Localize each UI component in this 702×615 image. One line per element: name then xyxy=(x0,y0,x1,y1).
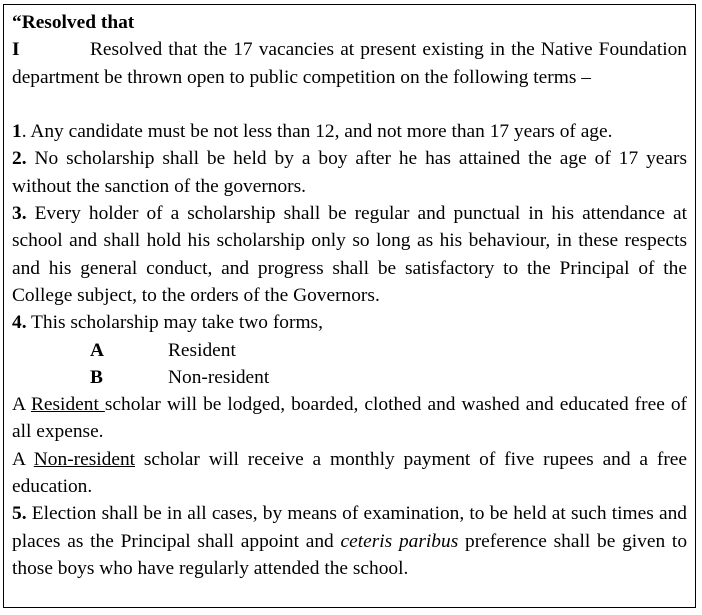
rule-3-number: 3. xyxy=(12,203,27,225)
form-option-b xyxy=(12,364,687,391)
rule-4 xyxy=(12,309,687,336)
rule-3 xyxy=(12,200,687,309)
nonresident-article: A xyxy=(12,448,34,470)
rule-1 xyxy=(12,118,687,145)
intro-numeral: I xyxy=(12,39,20,61)
rule-4-text: This scholarship may take two forms, xyxy=(26,312,323,334)
rule-1-text: Any candidate must be not less than 12, and not more than 17 years of age. xyxy=(26,121,613,143)
form-b-letter: B xyxy=(90,366,103,388)
form-b-label: Non-resident xyxy=(168,366,270,388)
nonresident-term: Non-resident xyxy=(33,448,136,470)
form-a-letter: A xyxy=(90,339,105,361)
rule-1-number: 1 xyxy=(12,121,22,143)
resident-paragraph xyxy=(12,391,687,446)
nonresident-text: scholar will receive a monthly payment of five rupees and a free education. xyxy=(12,448,688,498)
resident-article: A xyxy=(12,394,31,416)
form-a-label: Resident xyxy=(168,339,236,361)
rule-5-text-after: preference shall be given to those boys who have regularly attended the school. xyxy=(12,530,688,579)
intro-paragraph xyxy=(12,36,687,91)
rule-3-text: Every holder of a scholarship shall be regular and punctual in his attendance at school and shall hold his scholarship only so long as his behaviour, in these respects and his general conduct, and progress shall be satisfactory to the Principal of the College subject, to the orders of the Governors. xyxy=(12,203,687,306)
resident-text: scholar will be lodged, boarded, clothed and washed and educated free of all expense. xyxy=(12,394,687,443)
rule-2-text: No scholarship shall be held by a boy after he has attained the age of 17 years without the sanction of the governors. xyxy=(12,148,687,197)
rule-1-sep: . xyxy=(21,121,27,143)
form-option-a xyxy=(12,337,687,364)
nonresident-paragraph xyxy=(12,446,687,501)
rule-4-number: 4. xyxy=(12,312,27,334)
rule-2-number: 2. xyxy=(12,148,27,170)
resident-term: Resident xyxy=(30,394,105,416)
rule-5-number: 5. xyxy=(12,503,27,525)
blank-line xyxy=(12,91,687,118)
rule-5-text-before: Election shall be in all cases, by means of examination, to be held at such times and places as the Principal shall appoint and xyxy=(12,503,687,552)
resolution-box xyxy=(3,4,696,608)
resolution-heading: “Resolved that xyxy=(12,12,135,33)
intro-text: Resolved that the 17 vacancies at present existing in the Native Foundation department be thrown open to public competition on the following terms – xyxy=(12,39,687,88)
rule-5-latin-phrase: ceteris paribus xyxy=(340,530,459,552)
rule-2 xyxy=(12,145,687,200)
rule-5 xyxy=(12,500,687,582)
